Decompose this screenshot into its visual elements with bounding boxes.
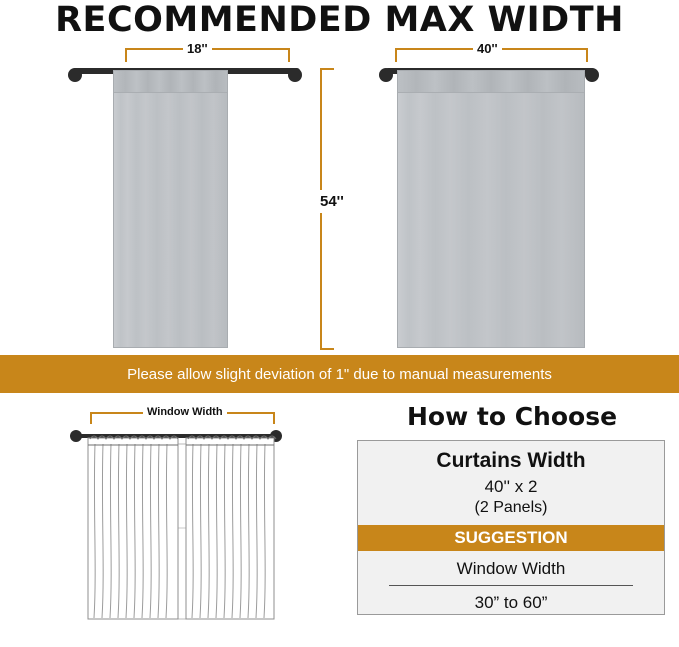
panel-height-label: 54'': [318, 190, 346, 213]
window-width-label: Window Width: [143, 406, 227, 418]
panels-note: (2 Panels): [474, 499, 548, 516]
left-panel-rod-pocket: [114, 71, 227, 93]
right-panel-width-label: 40'': [473, 41, 502, 56]
sheer-curtains-drawing: [0, 398, 345, 621]
left-panel-width-label: 18'': [183, 41, 212, 56]
left-rod-cap-start: [68, 68, 82, 82]
right-curtain-panel: [397, 70, 585, 348]
window-width-illustration: [0, 398, 345, 647]
how-to-choose-box: [357, 440, 665, 615]
top-diagram: [0, 40, 679, 355]
page-title: RECOMMENDED MAX WIDTH: [55, 0, 624, 40]
curtains-width-title: Curtains Width: [436, 449, 586, 472]
how-to-choose-section: [345, 398, 679, 647]
deviation-banner: Please allow slight deviation of 1" due to manual measurements: [0, 355, 679, 393]
right-panel-rod-pocket: [398, 71, 584, 93]
right-rod-cap-end: [585, 68, 599, 82]
box-divider: [389, 585, 634, 586]
right-rod-cap-start: [379, 68, 393, 82]
how-to-choose-heading: How to Choose: [406, 402, 618, 431]
suggestion-window-width-label: Window Width: [456, 559, 566, 578]
suggestion-label: SUGGESTION: [358, 525, 664, 551]
curtains-width-value: 40'' x 2: [484, 477, 538, 496]
suggestion-range: 30” to 60”: [474, 593, 548, 612]
left-rod-cap-end: [288, 68, 302, 82]
left-curtain-panel: [113, 70, 228, 348]
